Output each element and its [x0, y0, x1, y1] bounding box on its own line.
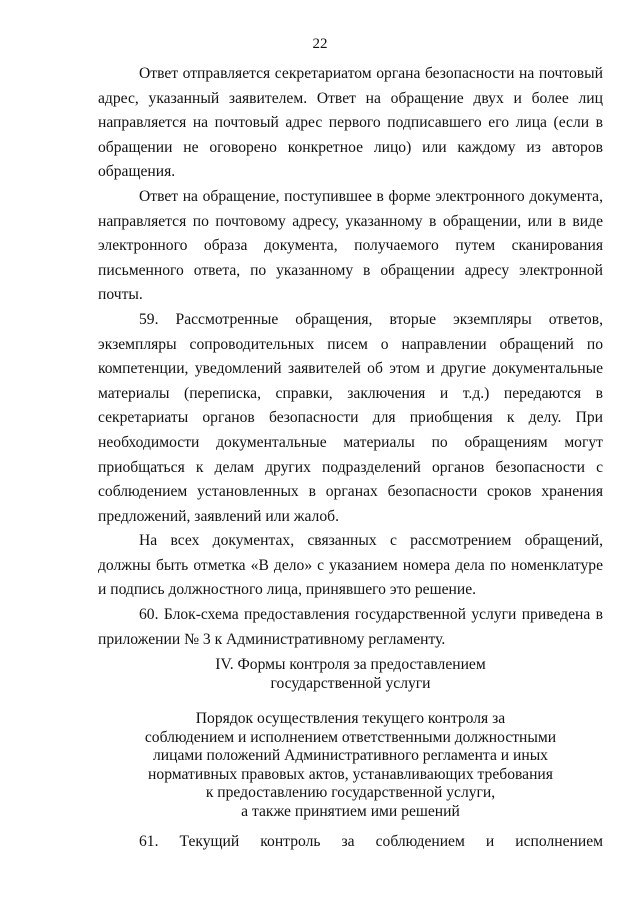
- paragraph-61-start: 61. Текущий контроль за соблюдением и исполнением: [139, 833, 603, 850]
- subsection-heading-line: а также принятием ими решений: [241, 802, 460, 820]
- subsection-heading-line: Порядок осуществления текущего контроля за: [195, 710, 506, 727]
- subsection-heading: [98, 710, 603, 821]
- paragraph-case-mark: На всех документах, связанных с рассмотрением обращений, должны быть отметка «В дело» с указанием номера дела по номенклатуре и подпись должностного лица, принявшего это решение.: [98, 532, 603, 599]
- paragraph-59: 59. Рассмотренные обращения, вторые экземпляры ответов, экземпляры сопроводительных писем о направлении обращений по компетенции, уведомлений заявителей об этом и другие документальные материалы (переписка, справки, заключения и т.д.) передаются в секретариаты органов безопасности для приобщения к делу. При необходимости документальные материалы по обращениям могут приобщаться к делам других подразделений органов безопасности с соблюдением установленных в органах безопасности сроков хранения предложений, заявлений или жалоб.: [98, 310, 603, 525]
- subsection-heading-line: к предоставлению государственной услуги,: [205, 784, 496, 801]
- section-iv-heading-line: государственной услуги: [270, 674, 431, 692]
- paragraph-60: 60. Блок-схема предоставления государственной услуги приведена в приложении № 3 к Административному регламенту.: [98, 606, 603, 648]
- subsection-heading-line: лицами положений Административного регламента и иных: [153, 747, 548, 764]
- section-iv-heading-line: IV. Формы контроля за предоставлением: [215, 656, 486, 673]
- section-iv-heading: [98, 656, 603, 693]
- paragraph-reply-electronic: Ответ на обращение, поступившее в форме электронного документа, направляется по почтовому адресу, указанному в обращении, или в виде электронного образа документа, получаемого путем сканирования письменного ответа, по указанному в обращении адресу электронной почты.: [98, 187, 603, 304]
- subsection-heading-line: соблюдением и исполнением ответственными должностными: [144, 728, 557, 746]
- body-text: [98, 62, 603, 652]
- page-number: 22: [312, 36, 328, 52]
- paragraph-reply-postal: Ответ отправляется секретариатом органа безопасности на почтовый адрес, указанный заявителем. Ответ на обращение двух и более лиц направляется на почтовый адрес первого подписавшего его лица (если в обращении не оговорено конкретное лицо) или каждому из авторов обращения.: [98, 65, 603, 181]
- subsection-heading-line: нормативных правовых актов, устанавливающих требования: [148, 765, 553, 783]
